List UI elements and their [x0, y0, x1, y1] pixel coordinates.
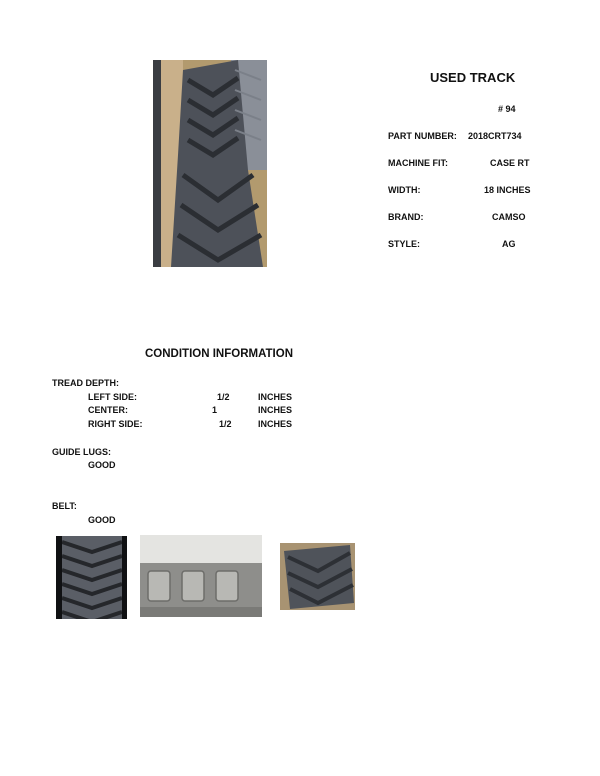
- spec-value-style: AG: [502, 239, 516, 249]
- main-track-photo: [153, 60, 267, 267]
- guide-lugs-label: GUIDE LUGS:: [52, 447, 112, 457]
- belt-label: BELT:: [52, 501, 77, 511]
- tread-detail-photo: [56, 536, 127, 619]
- tread-center-unit: INCHES: [258, 405, 293, 415]
- spec-label-part-number: PART NUMBER:: [388, 131, 457, 141]
- tread-right-value: 1/2: [219, 419, 232, 429]
- tread-right-unit: INCHES: [258, 419, 293, 429]
- tread-left-label: LEFT SIDE:: [88, 392, 137, 402]
- spec-label-brand: BRAND:: [388, 212, 424, 222]
- tread-center-value: 1: [212, 405, 218, 415]
- belt-value: GOOD: [88, 515, 116, 525]
- tread-left-unit: INCHES: [258, 392, 293, 402]
- guide-lugs-photo: [140, 535, 262, 617]
- condition-title: CONDITION INFORMATION: [145, 348, 293, 360]
- spec-label-machine-fit: MACHINE FIT:: [388, 158, 448, 168]
- spec-label-width: WIDTH:: [388, 185, 421, 195]
- tread-depth-label: TREAD DEPTH:: [52, 378, 119, 388]
- spec-value-brand: CAMSO: [492, 212, 526, 222]
- spec-value-part-number: 2018CRT734: [468, 131, 522, 141]
- guide-lugs-value: GOOD: [88, 460, 116, 470]
- tread-left-value: 1/2: [217, 392, 230, 402]
- spec-label-style: STYLE:: [388, 239, 421, 249]
- track-side-photo: [280, 543, 355, 610]
- tread-center-label: CENTER:: [88, 405, 128, 415]
- tread-right-label: RIGHT SIDE:: [88, 419, 143, 429]
- spec-value-machine-fit: CASE RT: [490, 158, 530, 168]
- spec-value-width: 18 INCHES: [484, 185, 531, 195]
- page-title: USED TRACK: [430, 70, 516, 85]
- track-number: # 94: [498, 104, 516, 114]
